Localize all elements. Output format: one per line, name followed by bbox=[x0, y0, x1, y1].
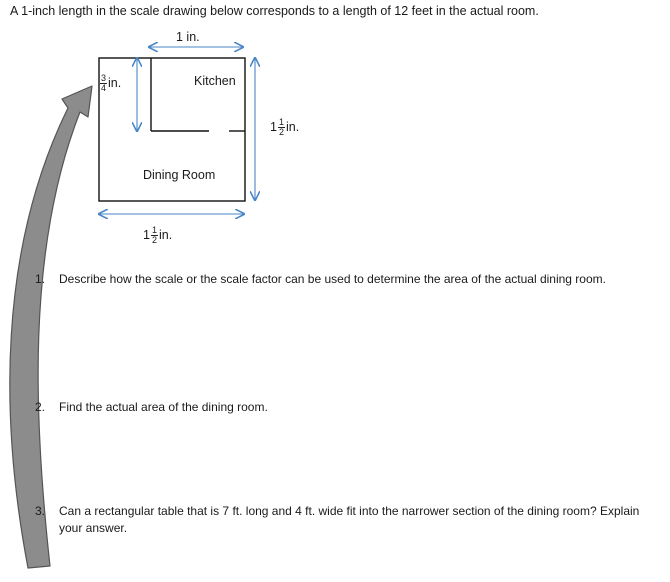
top-dimension-label: 1 in. bbox=[176, 30, 200, 44]
dining-room-label: Dining Room bbox=[143, 168, 216, 182]
kitchen-label: Kitchen bbox=[194, 74, 236, 88]
left-dimension-label: $\frac{3}{4}$ in. bbox=[101, 73, 122, 93]
question-1: 1. Describe how the scale or the scale factor can be used to determine the area of the actual dining room. bbox=[35, 272, 606, 286]
bottom-dimension-label: 1 $\frac{1}{2}$ in. bbox=[143, 225, 173, 245]
right-dimension-label: 1 $\frac{1}{2}$ in. bbox=[270, 117, 300, 137]
curved-arrow-icon bbox=[10, 86, 92, 568]
intro-text: A 1-inch length in the scale drawing below corresponds to a length of 12 feet in the actual room. bbox=[10, 4, 539, 18]
question-3: 3. Can a rectangular table that is 7 ft. long and 4 ft. wide fit into the narrower section of the dining room? Explain your answer. bbox=[35, 504, 640, 535]
question-2: 2. Find the actual area of the dining room. bbox=[35, 400, 268, 414]
